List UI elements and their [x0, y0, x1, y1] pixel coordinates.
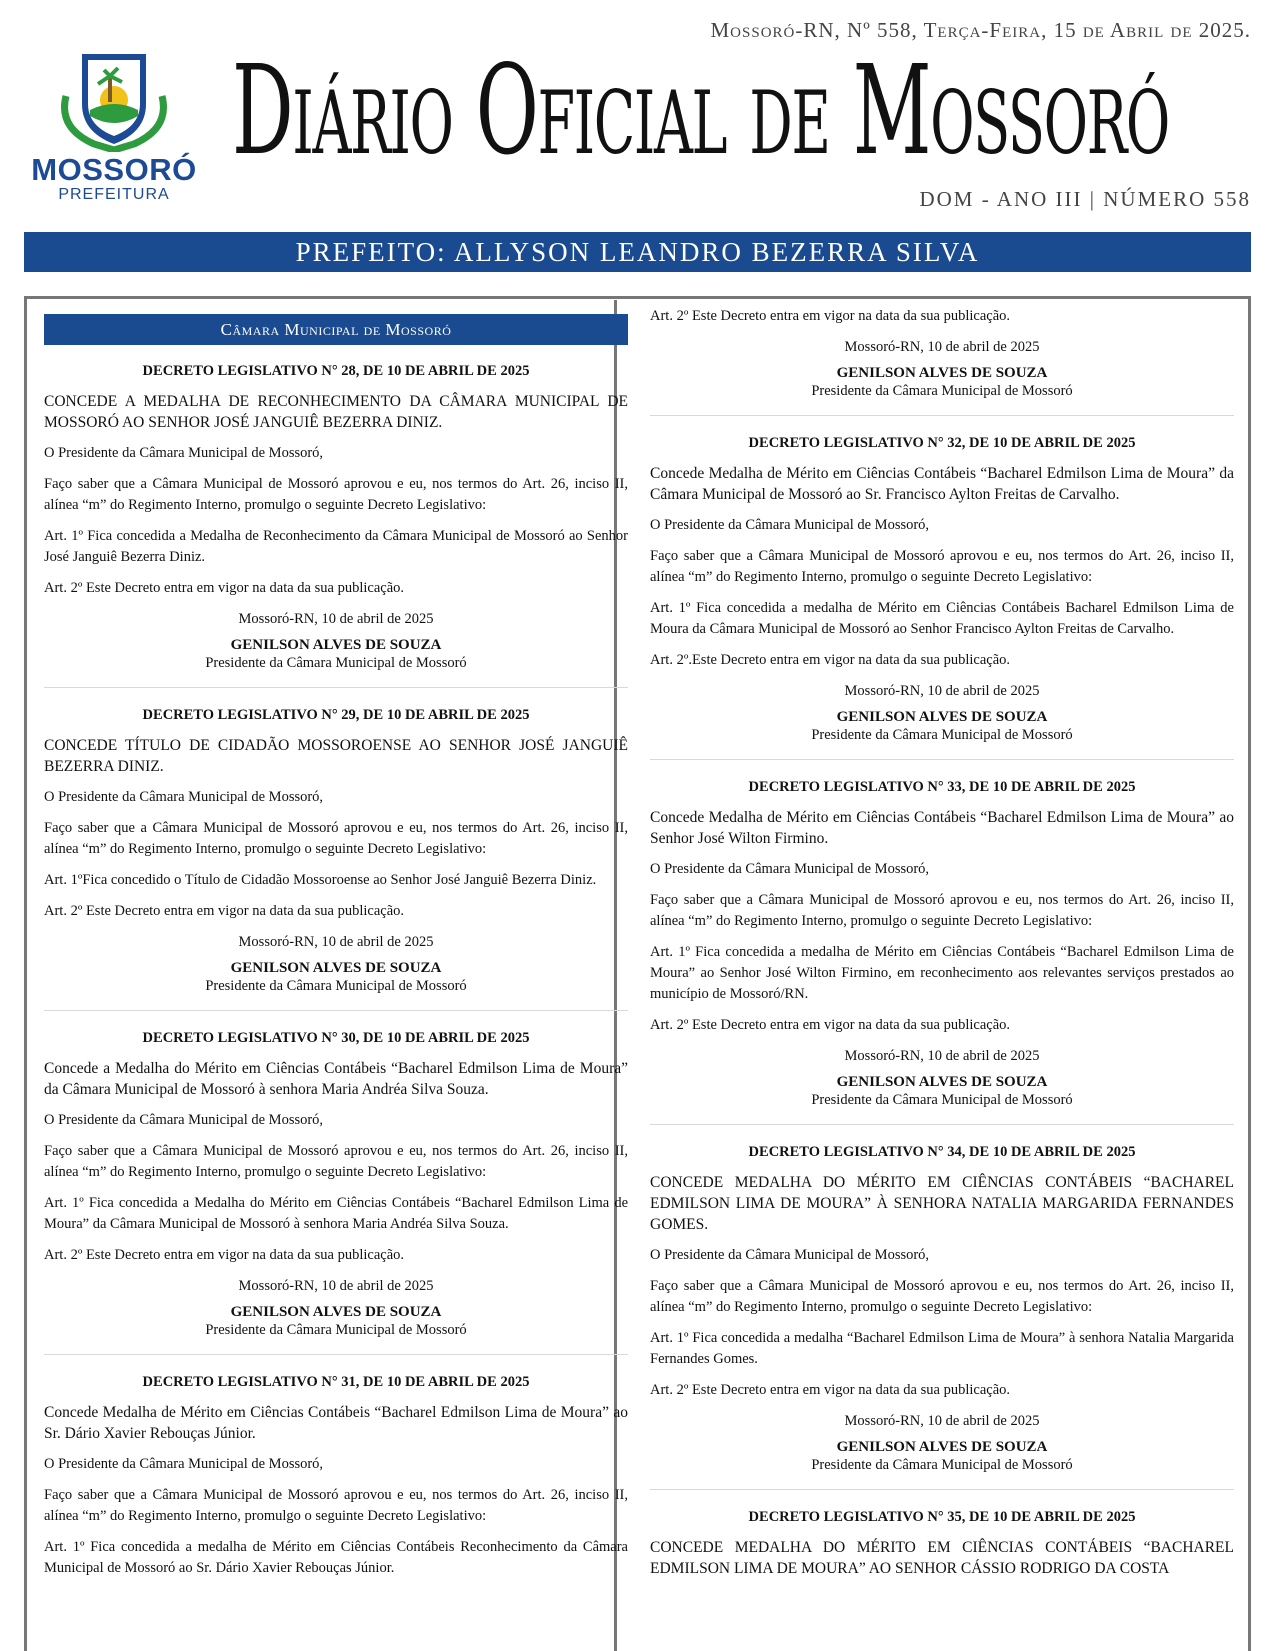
- decree-signer-role: Presidente da Câmara Municipal de Mossoró: [811, 383, 1073, 399]
- decree-art2: Art. 2º Este Decreto entra em vigor na data da sua publicação.: [650, 1017, 1011, 1033]
- decree-signer: GENILSON ALVES DE SOUZA: [230, 637, 442, 653]
- decree-preamble: Faço saber que a Câmara Municipal de Mossoró aprovou e eu, nos termos do Art. 26, inciso II, alínea “m” do Regimento Interno, promulgo o seguinte Decreto Legislativo:: [650, 548, 1234, 585]
- decree-place-date: Mossoró-RN, 10 de abril de 2025: [844, 683, 1040, 699]
- dom-number-line: DOM - ANO III | NÚMERO 558: [919, 187, 1251, 211]
- decree-ementa: CONCEDE MEDALHA DO MÉRITO EM CIÊNCIAS CONTÁBEIS “BACHAREL EDMILSON LIMA DE MOURA” AO SENHOR CÁSSIO RODRIGO DA COSTA: [650, 1539, 1234, 1577]
- decree-title: DECRETO LEGISLATIVO N° 29, DE 10 DE ABRIL DE 2025: [142, 707, 530, 723]
- decree-ementa: CONCEDE TÍTULO DE CIDADÃO MOSSOROENSE AO SENHOR JOSÉ JANGUIÊ BEZERRA DINIZ.: [44, 737, 628, 775]
- section-header: Câmara Municipal de Mossoró: [44, 314, 628, 345]
- decree-art1: Art. 1º Fica concedida a medalha de Mérito em Ciências Contábeis Bacharel Edmilson Lima de Moura da Câmara Municipal de Mossoró ao Senhor Francisco Aylton Freitas de Carvalho.: [650, 600, 1234, 637]
- decree-title: DECRETO LEGISLATIVO N° 35, DE 10 DE ABRIL DE 2025: [748, 1509, 1136, 1525]
- decree-30: [44, 1028, 628, 1355]
- decree-art2: Art. 2º Este Decreto entra em vigor na data da sua publicação.: [44, 580, 405, 596]
- decree-place-date: Mossoró-RN, 10 de abril de 2025: [844, 339, 1040, 355]
- decree-place-date: Mossoró-RN, 10 de abril de 2025: [238, 934, 434, 950]
- decree-31: [44, 1372, 628, 1604]
- decree-art2: Art. 2º Este Decreto entra em vigor na data da sua publicação.: [44, 903, 405, 919]
- decree-intro: O Presidente da Câmara Municipal de Mossoró,: [44, 1112, 324, 1128]
- decree-29: [44, 705, 628, 1011]
- decree-art1: Art. 1º Fica concedida a medalha de Mérito em Ciências Contábeis “Bacharel Edmilson Lima de Moura” ao Senhor José Wilton Firmino, em reconhecimento aos relevantes serviços prestados ao município de Mossoró/RN.: [650, 944, 1234, 1002]
- right-column: [650, 306, 1234, 1621]
- decree-place-date: Mossoró-RN, 10 de abril de 2025: [844, 1048, 1040, 1064]
- decree-33: [650, 777, 1234, 1125]
- decree-place-date: Mossoró-RN, 10 de abril de 2025: [238, 1278, 434, 1294]
- decree-title: DECRETO LEGISLATIVO N° 33, DE 10 DE ABRIL DE 2025: [748, 779, 1136, 795]
- decree-ementa: Concede a Medalha do Mérito em Ciências Contábeis “Bacharel Edmilson Lima de Moura” da Câmara Municipal de Mossoró à senhora Maria Andréa Silva Souza.: [44, 1060, 628, 1098]
- decree-title: DECRETO LEGISLATIVO N° 28, DE 10 DE ABRIL DE 2025: [142, 363, 530, 379]
- decree-intro: O Presidente da Câmara Municipal de Mossoró,: [44, 1456, 324, 1472]
- decree-signer: GENILSON ALVES DE SOUZA: [836, 1074, 1048, 1090]
- decree-signer: GENILSON ALVES DE SOUZA: [836, 1439, 1048, 1455]
- decree-signer-role: Presidente da Câmara Municipal de Mossoró: [811, 1457, 1073, 1473]
- mayor-banner: PREFEITO: ALLYSON LEANDRO BEZERRA SILVA: [24, 232, 1251, 272]
- decree-preamble: Faço saber que a Câmara Municipal de Mossoró aprovou e eu, nos termos do Art. 26, inciso II, alínea “m” do Regimento Interno, promulgo o seguinte Decreto Legislativo:: [44, 476, 628, 513]
- decree-signer: GENILSON ALVES DE SOUZA: [230, 960, 442, 976]
- decree-signer-role: Presidente da Câmara Municipal de Mossoró: [811, 1092, 1073, 1108]
- decree-signer-role: Presidente da Câmara Municipal de Mossoró: [205, 655, 467, 671]
- decree-preamble: Faço saber que a Câmara Municipal de Mossoró aprovou e eu, nos termos do Art. 26, inciso II, alínea “m” do Regimento Interno, promulgo o seguinte Decreto Legislativo:: [44, 1487, 628, 1524]
- decree-35: [650, 1507, 1234, 1604]
- decree-art2: Art. 2º.Este Decreto entra em vigor na data da sua publicação.: [650, 652, 1011, 668]
- masthead-title: Diário Oficial de Mossoró: [232, 39, 1170, 183]
- logo-name: MOSSORÓ: [31, 152, 197, 187]
- decree-place-date: Mossoró-RN, 10 de abril de 2025: [844, 1413, 1040, 1429]
- decree-art1: Art. 1º Fica concedida a Medalha de Reconhecimento da Câmara Municipal de Mossoró ao Senhor José Janguiê Bezerra Diniz.: [44, 528, 628, 565]
- edition-line: Mossoró-RN, Nº 558, Terça-Feira, 15 de Abril de 2025.: [710, 18, 1251, 42]
- decree-34: [650, 1142, 1234, 1490]
- logo-subtitle: PREFEITURA: [58, 186, 170, 203]
- decree-title: DECRETO LEGISLATIVO N° 34, DE 10 DE ABRIL DE 2025: [748, 1144, 1136, 1160]
- decree-signer-role: Presidente da Câmara Municipal de Mossoró: [205, 978, 467, 994]
- decree-intro: O Presidente da Câmara Municipal de Mossoró,: [44, 789, 324, 805]
- decree-art2: Art. 2º Este Decreto entra em vigor na data da sua publicação.: [650, 1382, 1011, 1398]
- decree-art2: Art. 2º Este Decreto entra em vigor na data da sua publicação.: [650, 308, 1011, 324]
- decree-preamble: Faço saber que a Câmara Municipal de Mossoró aprovou e eu, nos termos do Art. 26, inciso II, alínea “m” do Regimento Interno, promulgo o seguinte Decreto Legislativo:: [650, 892, 1234, 929]
- decree-preamble: Faço saber que a Câmara Municipal de Mossoró aprovou e eu, nos termos do Art. 26, inciso II, alínea “m” do Regimento Interno, promulgo o seguinte Decreto Legislativo:: [650, 1278, 1234, 1315]
- decree-art1: Art. 1º Fica concedida a Medalha do Mérito em Ciências Contábeis “Bacharel Edmilson Lima de Moura” da Câmara Municipal de Mossoró à senhora Maria Andréa Silva Souza.: [44, 1195, 628, 1232]
- decree-preamble: Faço saber que a Câmara Municipal de Mossoró aprovou e eu, nos termos do Art. 26, inciso II, alínea “m” do Regimento Interno, promulgo o seguinte Decreto Legislativo:: [44, 1143, 628, 1180]
- decree-ementa: CONCEDE MEDALHA DO MÉRITO EM CIÊNCIAS CONTÁBEIS “BACHAREL EDMILSON LIMA DE MOURA” À SENHORA NATALIA MARGARIDA FERNANDES GOMES.: [650, 1174, 1234, 1233]
- decree-art2: Art. 2º Este Decreto entra em vigor na data da sua publicação.: [44, 1247, 405, 1263]
- decree-intro: O Presidente da Câmara Municipal de Mossoró,: [650, 1247, 930, 1263]
- decree-signer-role: Presidente da Câmara Municipal de Mossoró: [811, 727, 1073, 743]
- decree-signer: GENILSON ALVES DE SOUZA: [836, 709, 1048, 725]
- left-column: [44, 300, 628, 1621]
- decree-signer: GENILSON ALVES DE SOUZA: [836, 365, 1048, 381]
- decree-28: [44, 361, 628, 688]
- decree-ementa: Concede Medalha de Mérito em Ciências Contábeis “Bacharel Edmilson Lima de Moura” ao Senhor José Wilton Firmino.: [650, 809, 1234, 847]
- decree-preamble: Faço saber que a Câmara Municipal de Mossoró aprovou e eu, nos termos do Art. 26, inciso II, alínea “m” do Regimento Interno, promulgo o seguinte Decreto Legislativo:: [44, 820, 628, 857]
- decree-intro: O Presidente da Câmara Municipal de Mossoró,: [650, 517, 930, 533]
- decree-intro: O Presidente da Câmara Municipal de Mossoró,: [650, 861, 930, 877]
- decree-art1: Art. 1º Fica concedida a medalha de Mérito em Ciências Contábeis Reconhecimento da Câmara Municipal de Mossoró ao Sr. Dário Xavier Rebouças Júnior.: [44, 1539, 628, 1576]
- decree-title: DECRETO LEGISLATIVO N° 30, DE 10 DE ABRIL DE 2025: [142, 1030, 530, 1046]
- decree-signer-role: Presidente da Câmara Municipal de Mossoró: [205, 1322, 467, 1338]
- decree-31-continuation: [650, 306, 1234, 416]
- decree-ementa: Concede Medalha de Mérito em Ciências Contábeis “Bacharel Edmilson Lima de Moura” ao Sr. Dário Xavier Rebouças Júnior.: [44, 1404, 628, 1442]
- decree-ementa: CONCEDE A MEDALHA DE RECONHECIMENTO DA CÂMARA MUNICIPAL DE MOSSORÓ AO SENHOR JOSÉ JANGUIÊ BEZERRA DINIZ.: [44, 393, 628, 431]
- decree-title: DECRETO LEGISLATIVO N° 31, DE 10 DE ABRIL DE 2025: [142, 1374, 530, 1390]
- decree-32: [650, 433, 1234, 760]
- decree-signer: GENILSON ALVES DE SOUZA: [230, 1304, 442, 1320]
- decree-title: DECRETO LEGISLATIVO N° 32, DE 10 DE ABRIL DE 2025: [748, 435, 1136, 451]
- city-crest-icon: [54, 48, 174, 152]
- decree-place-date: Mossoró-RN, 10 de abril de 2025: [238, 611, 434, 627]
- decree-intro: O Presidente da Câmara Municipal de Mossoró,: [44, 445, 324, 461]
- decree-ementa: Concede Medalha de Mérito em Ciências Contábeis “Bacharel Edmilson Lima de Moura” da Câmara Municipal de Mossoró ao Sr. Francisco Aylton Freitas de Carvalho.: [650, 465, 1234, 503]
- decree-art1: Art. 1º Fica concedida a medalha “Bacharel Edmilson Lima de Moura” à senhora Natalia Margarida Fernandes Gomes.: [650, 1330, 1234, 1367]
- masthead: [232, 36, 1251, 186]
- decree-art1: Art. 1ºFica concedido o Título de Cidadão Mossoroense ao Senhor José Janguiê Bezerra Diniz.: [44, 872, 597, 888]
- prefeitura-logo: [24, 48, 204, 208]
